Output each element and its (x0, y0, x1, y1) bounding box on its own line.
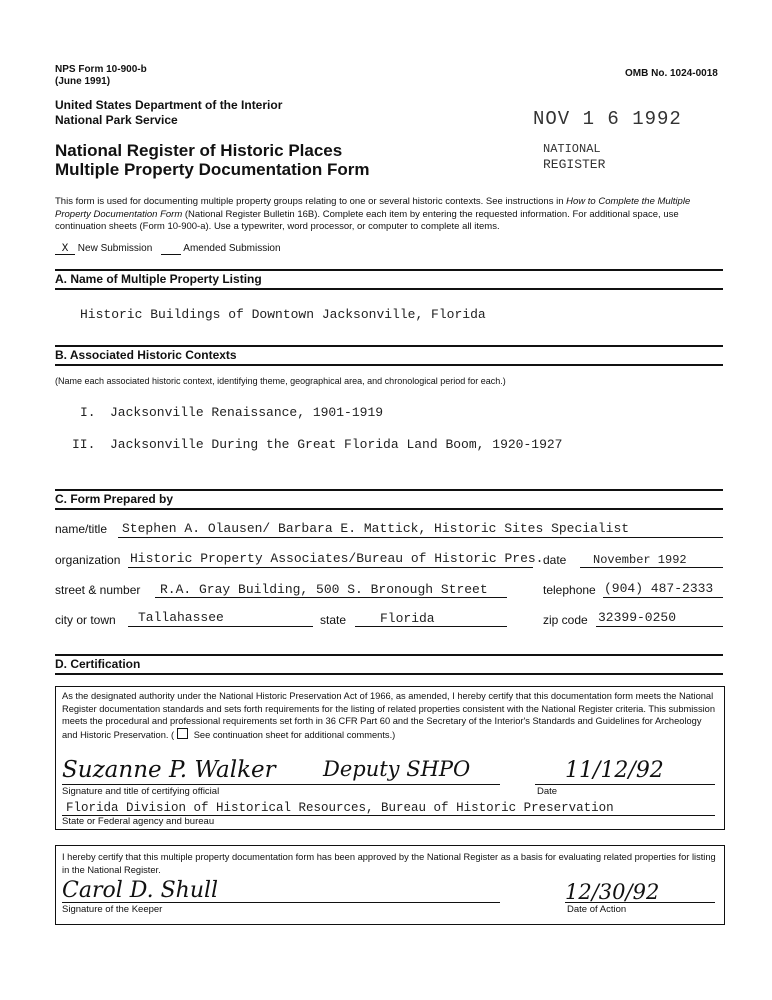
signature-label: Signature and title of certifying official (62, 786, 220, 797)
telephone-value[interactable]: (904) 487-2333 (604, 581, 714, 596)
section-c-bottom-rule (55, 508, 723, 510)
submission-type (55, 243, 281, 255)
zip-label: zip code (543, 613, 588, 627)
section-b-top-rule (55, 345, 723, 347)
certifying-signature[interactable]: Suzanne P. Walker (62, 757, 276, 783)
zip-line (596, 626, 723, 627)
state-line (355, 626, 507, 627)
zip-value[interactable]: 32399-0250 (598, 610, 677, 625)
intro-italic-title: How to Complete the Multiple Property Documentation Form (55, 196, 691, 220)
action-date-label: Date of Action (567, 904, 627, 915)
amended-submission-mark[interactable] (161, 243, 181, 255)
keeper-signature-line (62, 902, 500, 903)
keeper-label: Signature of the Keeper (62, 904, 163, 915)
name-title-label: name/title (55, 522, 108, 536)
date-label: date (543, 553, 567, 567)
section-a-top-rule (55, 269, 723, 271)
street-line (155, 597, 507, 598)
agency-value[interactable]: Florida Division of Historical Resources, Bureau of Historic Preservation (66, 801, 614, 815)
multiple-property-name[interactable]: Historic Buildings of Downtown Jacksonville, Florida (80, 307, 486, 322)
section-b-bottom-rule (55, 364, 723, 366)
city-label: city or town (55, 613, 116, 627)
form-title-line2: Multiple Property Documentation Form (55, 160, 370, 179)
street-value[interactable]: R.A. Gray Building, 500 S. Bronough Street (160, 582, 488, 597)
organization-value[interactable]: Historic Property Associates/Bureau of Historic Pres. (130, 551, 544, 566)
form-title-line1: National Register of Historic Places (55, 141, 343, 160)
date-line (580, 567, 723, 568)
keeper-signature[interactable]: Carol D. Shull (62, 878, 219, 903)
section-c-top-rule (55, 489, 723, 491)
telephone-label: telephone (543, 583, 596, 597)
city-value[interactable]: Tallahassee (138, 610, 224, 625)
keeper-date-line (565, 902, 715, 903)
department-name: United States Department of the Interior (55, 98, 283, 112)
name-title-value[interactable]: Stephen A. Olausen/ Barbara E. Mattick, Historic Sites Specialist (122, 521, 630, 536)
certifying-date[interactable]: 11/12/92 (565, 758, 664, 783)
sig-date-line (535, 784, 715, 785)
stamp-national: NATIONAL (543, 142, 601, 156)
section-a-title: A. Name of Multiple Property Listing (55, 272, 262, 286)
new-submission-label: New Submission (77, 243, 153, 254)
section-d-bottom-rule (55, 673, 723, 675)
section-b-instruction: (Name each associated historic context, identifying theme, geographical area, and chronological period for each.) (55, 376, 506, 386)
organization-label: organization (55, 553, 121, 567)
context-1-number: I. (80, 405, 96, 420)
keeper-date[interactable]: 12/30/92 (565, 880, 660, 904)
state-value[interactable]: Florida (380, 611, 435, 626)
intro-paragraph: This form is used for documenting multiple property groups relating to one or several historic contexts. See instructions in How to Complete the Multiple Property Documentation Form (National Register Bulletin 16B). Complete each item by entering the requested information. For additional space, use continuation sheets (Form 10-900-a). Use a typewriter, word processor, or computer to complete all items. (55, 196, 691, 232)
agency-label: State or Federal agency and bureau (62, 816, 215, 827)
city-line (128, 626, 313, 627)
telephone-line (603, 597, 723, 598)
section-d-title: D. Certification (55, 657, 141, 671)
certification-text: As the designated authority under the National Historic Preservation Act of 1966, as amended, I hereby certify that this documentation form meets the National Register documentation standards and sets forth requirements for the listing of related properties consistent with the National Register criteria. This submission meets the procedural and professional requirements set forth in 36 CFR Part 60 and the Secretary of the Interior's Standards and Guidelines for Archeology and Historic Preservation. ( See continuation sheet for additional comments.) (62, 691, 715, 740)
sig-date-label: Date (537, 786, 558, 797)
context-2-number: II. (72, 437, 96, 452)
section-b-title: B. Associated Historic Contexts (55, 348, 237, 362)
section-a-bottom-rule (55, 288, 723, 290)
section-d-top-rule (55, 654, 723, 656)
service-name: National Park Service (55, 113, 178, 127)
continuation-checkbox[interactable] (177, 728, 188, 739)
context-2-text[interactable]: Jacksonville During the Great Florida Land Boom, 1920-1927 (110, 437, 563, 452)
form-date: (June 1991) (55, 76, 111, 87)
form-number: NPS Form 10-900-b (55, 64, 147, 75)
received-date-stamp: NOV 1 6 1992 (533, 108, 682, 130)
context-1-text[interactable]: Jacksonville Renaissance, 1901-1919 (110, 405, 384, 420)
new-submission-mark[interactable]: X (55, 245, 75, 255)
signature-line (62, 784, 500, 785)
date-value[interactable]: November 1992 (593, 553, 687, 567)
state-label: state (320, 613, 347, 627)
omb-number: OMB No. 1024-0018 (625, 68, 718, 79)
section-c-title: C. Form Prepared by (55, 492, 174, 506)
keeper-text: I hereby certify that this multiple property documentation form has been approved by the National Register as a basis for evaluating related properties for listing in the National Register. (62, 852, 716, 875)
amended-submission-label: Amended Submission (183, 243, 281, 254)
stamp-register: REGISTER (543, 157, 606, 172)
certifying-title[interactable]: Deputy SHPO (323, 757, 471, 781)
name-title-line (118, 537, 723, 538)
organization-line (128, 567, 533, 568)
street-label: street & number (55, 583, 141, 597)
